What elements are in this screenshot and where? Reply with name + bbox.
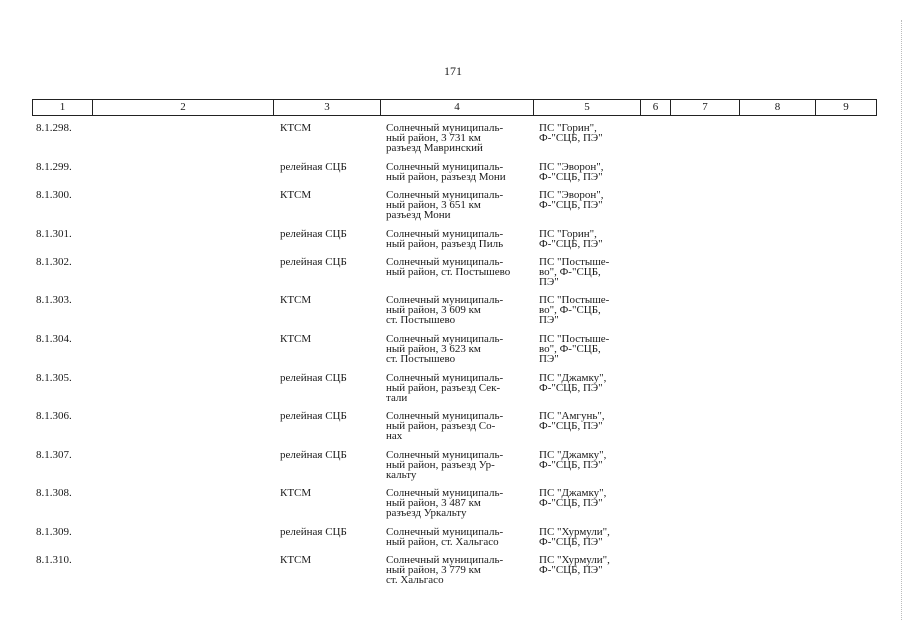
column-number-cell: 5 <box>534 100 641 116</box>
object-type: КТСМ <box>280 487 312 499</box>
object-type: КТСМ <box>280 189 312 201</box>
object-type: релейная СЦБ <box>280 410 347 422</box>
object-location: Солнечный муниципаль- ный район, ст. Хальгасо <box>386 526 504 548</box>
object-type: КТСМ <box>280 554 312 566</box>
power-source: ПС "Джамку", Ф-"СЦБ, ПЭ" <box>539 449 607 471</box>
object-location: Солнечный муниципаль- ный район, разъезд Ур- кальту <box>386 449 504 481</box>
row-number: 8.1.303. <box>36 294 72 306</box>
page-number: 171 <box>444 64 462 78</box>
row-number: 8.1.306. <box>36 410 72 422</box>
object-type: релейная СЦБ <box>280 372 347 384</box>
column-number-cell: 8 <box>740 100 816 116</box>
power-source: ПС "Постыше- во", Ф-"СЦБ, ПЭ" <box>539 294 610 326</box>
object-location: Солнечный муниципаль- ный район, 3 779 км ст. Хальгасо <box>386 554 504 586</box>
column-number-cell: 4 <box>381 100 534 116</box>
power-source: ПС "Амгунь", Ф-"СЦБ, ПЭ" <box>539 410 605 432</box>
object-type: релейная СЦБ <box>280 228 347 240</box>
column-number-cell: 7 <box>671 100 740 116</box>
power-source: ПС "Эворон", Ф-"СЦБ, ПЭ" <box>539 161 604 183</box>
column-header-table <box>32 99 877 116</box>
object-location: Солнечный муниципаль- ный район, 3 731 км разъезд Мавринский <box>386 122 504 154</box>
row-number: 8.1.300. <box>36 189 72 201</box>
row-number: 8.1.308. <box>36 487 72 499</box>
column-number-cell: 3 <box>274 100 381 116</box>
row-number: 8.1.301. <box>36 228 72 240</box>
power-source: ПС "Горин", Ф-"СЦБ, ПЭ" <box>539 228 603 250</box>
column-number-cell: 2 <box>93 100 274 116</box>
column-number-row <box>33 100 877 116</box>
object-location: Солнечный муниципаль- ный район, 3 487 км разъезд Уркальту <box>386 487 504 519</box>
row-number: 8.1.302. <box>36 256 72 268</box>
power-source: ПС "Постыше- во", Ф-"СЦБ, ПЭ" <box>539 256 610 288</box>
object-type: КТСМ <box>280 122 312 134</box>
object-location: Солнечный муниципаль- ный район, 3 609 км ст. Постышево <box>386 294 504 326</box>
object-type: КТСМ <box>280 333 312 345</box>
row-number: 8.1.309. <box>36 526 72 538</box>
power-source: ПС "Джамку", Ф-"СЦБ, ПЭ" <box>539 372 607 394</box>
scan-edge-line <box>900 20 902 620</box>
object-location: Солнечный муниципаль- ный район, 3 623 км ст. Постышево <box>386 333 504 365</box>
object-location: Солнечный муниципаль- ный район, разъезд Сек- тали <box>386 372 504 404</box>
object-type: релейная СЦБ <box>280 256 347 268</box>
power-source: ПС "Горин", Ф-"СЦБ, ПЭ" <box>539 122 603 144</box>
object-type: КТСМ <box>280 294 312 306</box>
row-number: 8.1.299. <box>36 161 72 173</box>
row-number: 8.1.298. <box>36 122 72 134</box>
column-number-cell: 9 <box>816 100 877 116</box>
object-type: релейная СЦБ <box>280 161 347 173</box>
power-source: ПС "Джамку", Ф-"СЦБ, ПЭ" <box>539 487 607 509</box>
column-number-cell: 1 <box>33 100 93 116</box>
object-location: Солнечный муниципаль- ный район, разъезд Пиль <box>386 228 504 250</box>
power-source: ПС "Хурмули", Ф-"СЦБ, ПЭ" <box>539 554 610 576</box>
row-number: 8.1.310. <box>36 554 72 566</box>
row-number: 8.1.307. <box>36 449 72 461</box>
object-location: Солнечный муниципаль- ный район, ст. Постышево <box>386 256 511 278</box>
power-source: ПС "Постыше- во", Ф-"СЦБ, ПЭ" <box>539 333 610 365</box>
row-number: 8.1.304. <box>36 333 72 345</box>
object-type: релейная СЦБ <box>280 526 347 538</box>
row-number: 8.1.305. <box>36 372 72 384</box>
power-source: ПС "Эворон", Ф-"СЦБ, ПЭ" <box>539 189 604 211</box>
object-location: Солнечный муниципаль- ный район, разъезд Мони <box>386 161 506 183</box>
object-type: релейная СЦБ <box>280 449 347 461</box>
column-number-cell: 6 <box>641 100 671 116</box>
object-location: Солнечный муниципаль- ный район, разъезд Со- нах <box>386 410 504 442</box>
object-location: Солнечный муниципаль- ный район, 3 651 км разъезд Мони <box>386 189 504 221</box>
power-source: ПС "Хурмули", Ф-"СЦБ, ПЭ" <box>539 526 610 548</box>
